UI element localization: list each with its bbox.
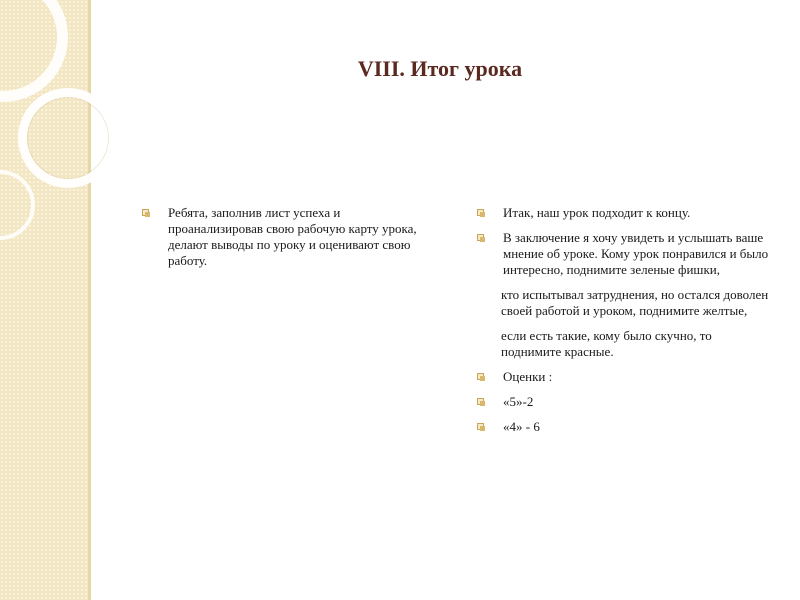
- bullet-icon: [142, 209, 149, 216]
- right-list-item: [475, 419, 775, 435]
- right-list-item: [475, 287, 775, 319]
- right-item-text: В заключение я хочу увидеть и услышать ваше мнение об уроке. Кому урок понравился и было интересно, поднимите зеленые фишки,: [503, 230, 769, 277]
- right-item-text: Итак, наш урок подходит к концу.: [503, 205, 691, 220]
- right-list-item: [475, 369, 775, 385]
- right-item-text: если есть такие, кому было скучно, то поднимите красные.: [501, 328, 712, 359]
- right-item-text: «5»-2: [503, 394, 534, 409]
- right-list-item: [475, 230, 775, 278]
- right-list-item: [475, 205, 775, 221]
- left-list-item: [140, 205, 430, 269]
- left-item-text: Ребята, заполнив лист успеха и проанализировав свою рабочую карту урока, делают выводы по уроку и оценивают свою работу.: [168, 205, 417, 268]
- left-column: [140, 205, 430, 278]
- bullet-icon: [477, 373, 484, 380]
- bullet-icon: [477, 234, 484, 241]
- bullet-icon: [477, 398, 484, 405]
- right-item-text: Оценки :: [503, 369, 553, 384]
- right-item-text: «4» - 6: [503, 419, 540, 434]
- bullet-icon: [477, 209, 484, 216]
- right-list-item: [475, 394, 775, 410]
- bullet-icon: [477, 423, 484, 430]
- right-item-text: кто испытывал затруднения, но остался доволен своей работой и уроком, поднимите желтые,: [501, 287, 769, 318]
- sidebar-edge: [88, 0, 91, 600]
- right-list-item: [475, 328, 775, 360]
- right-column: [475, 205, 775, 444]
- slide-title: VIII. Итог урока: [357, 56, 523, 81]
- decorative-ring-medium: [18, 88, 118, 188]
